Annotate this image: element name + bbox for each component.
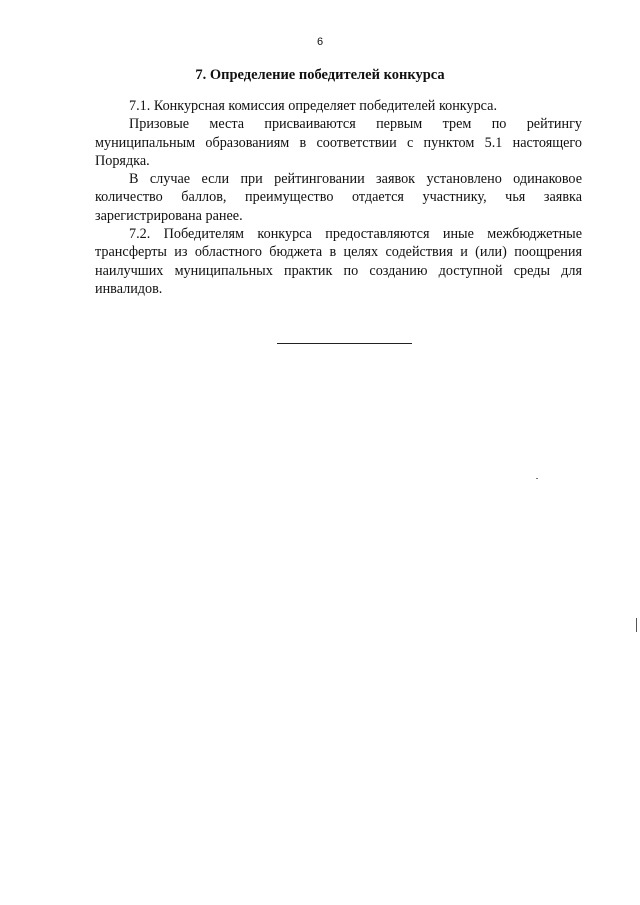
scan-edge-mark: [636, 618, 637, 632]
section-body: [95, 97, 582, 298]
closing-rule: [277, 343, 412, 344]
paragraph-prize-places: Призовые места присваиваются первым трем по рейтингу муниципальным образованиям в соответствии с пунктом 5.1 настоящего Порядка.: [95, 116, 582, 169]
section-heading: 7. Определение победителей конкурса: [195, 67, 445, 83]
paragraph-7-2: 7.2. Победителям конкурса предоставляются иные межбюджетные трансферты из областного бюджета в целях содействия и (или) поощрения наилучших муниципальных практик по созданию доступной среды для инвалидов.: [95, 226, 582, 297]
page-number: 6: [316, 36, 324, 48]
paragraph-7-1: 7.1. Конкурсная комиссия определяет победителей конкурса.: [129, 98, 497, 114]
scan-speck: [536, 478, 538, 479]
paragraph-equal-points: В случае если при рейтинговании заявок установлено одинаковое количество баллов, преимущество отдается участнику, чья заявка зарегистрирована ранее.: [95, 171, 582, 224]
